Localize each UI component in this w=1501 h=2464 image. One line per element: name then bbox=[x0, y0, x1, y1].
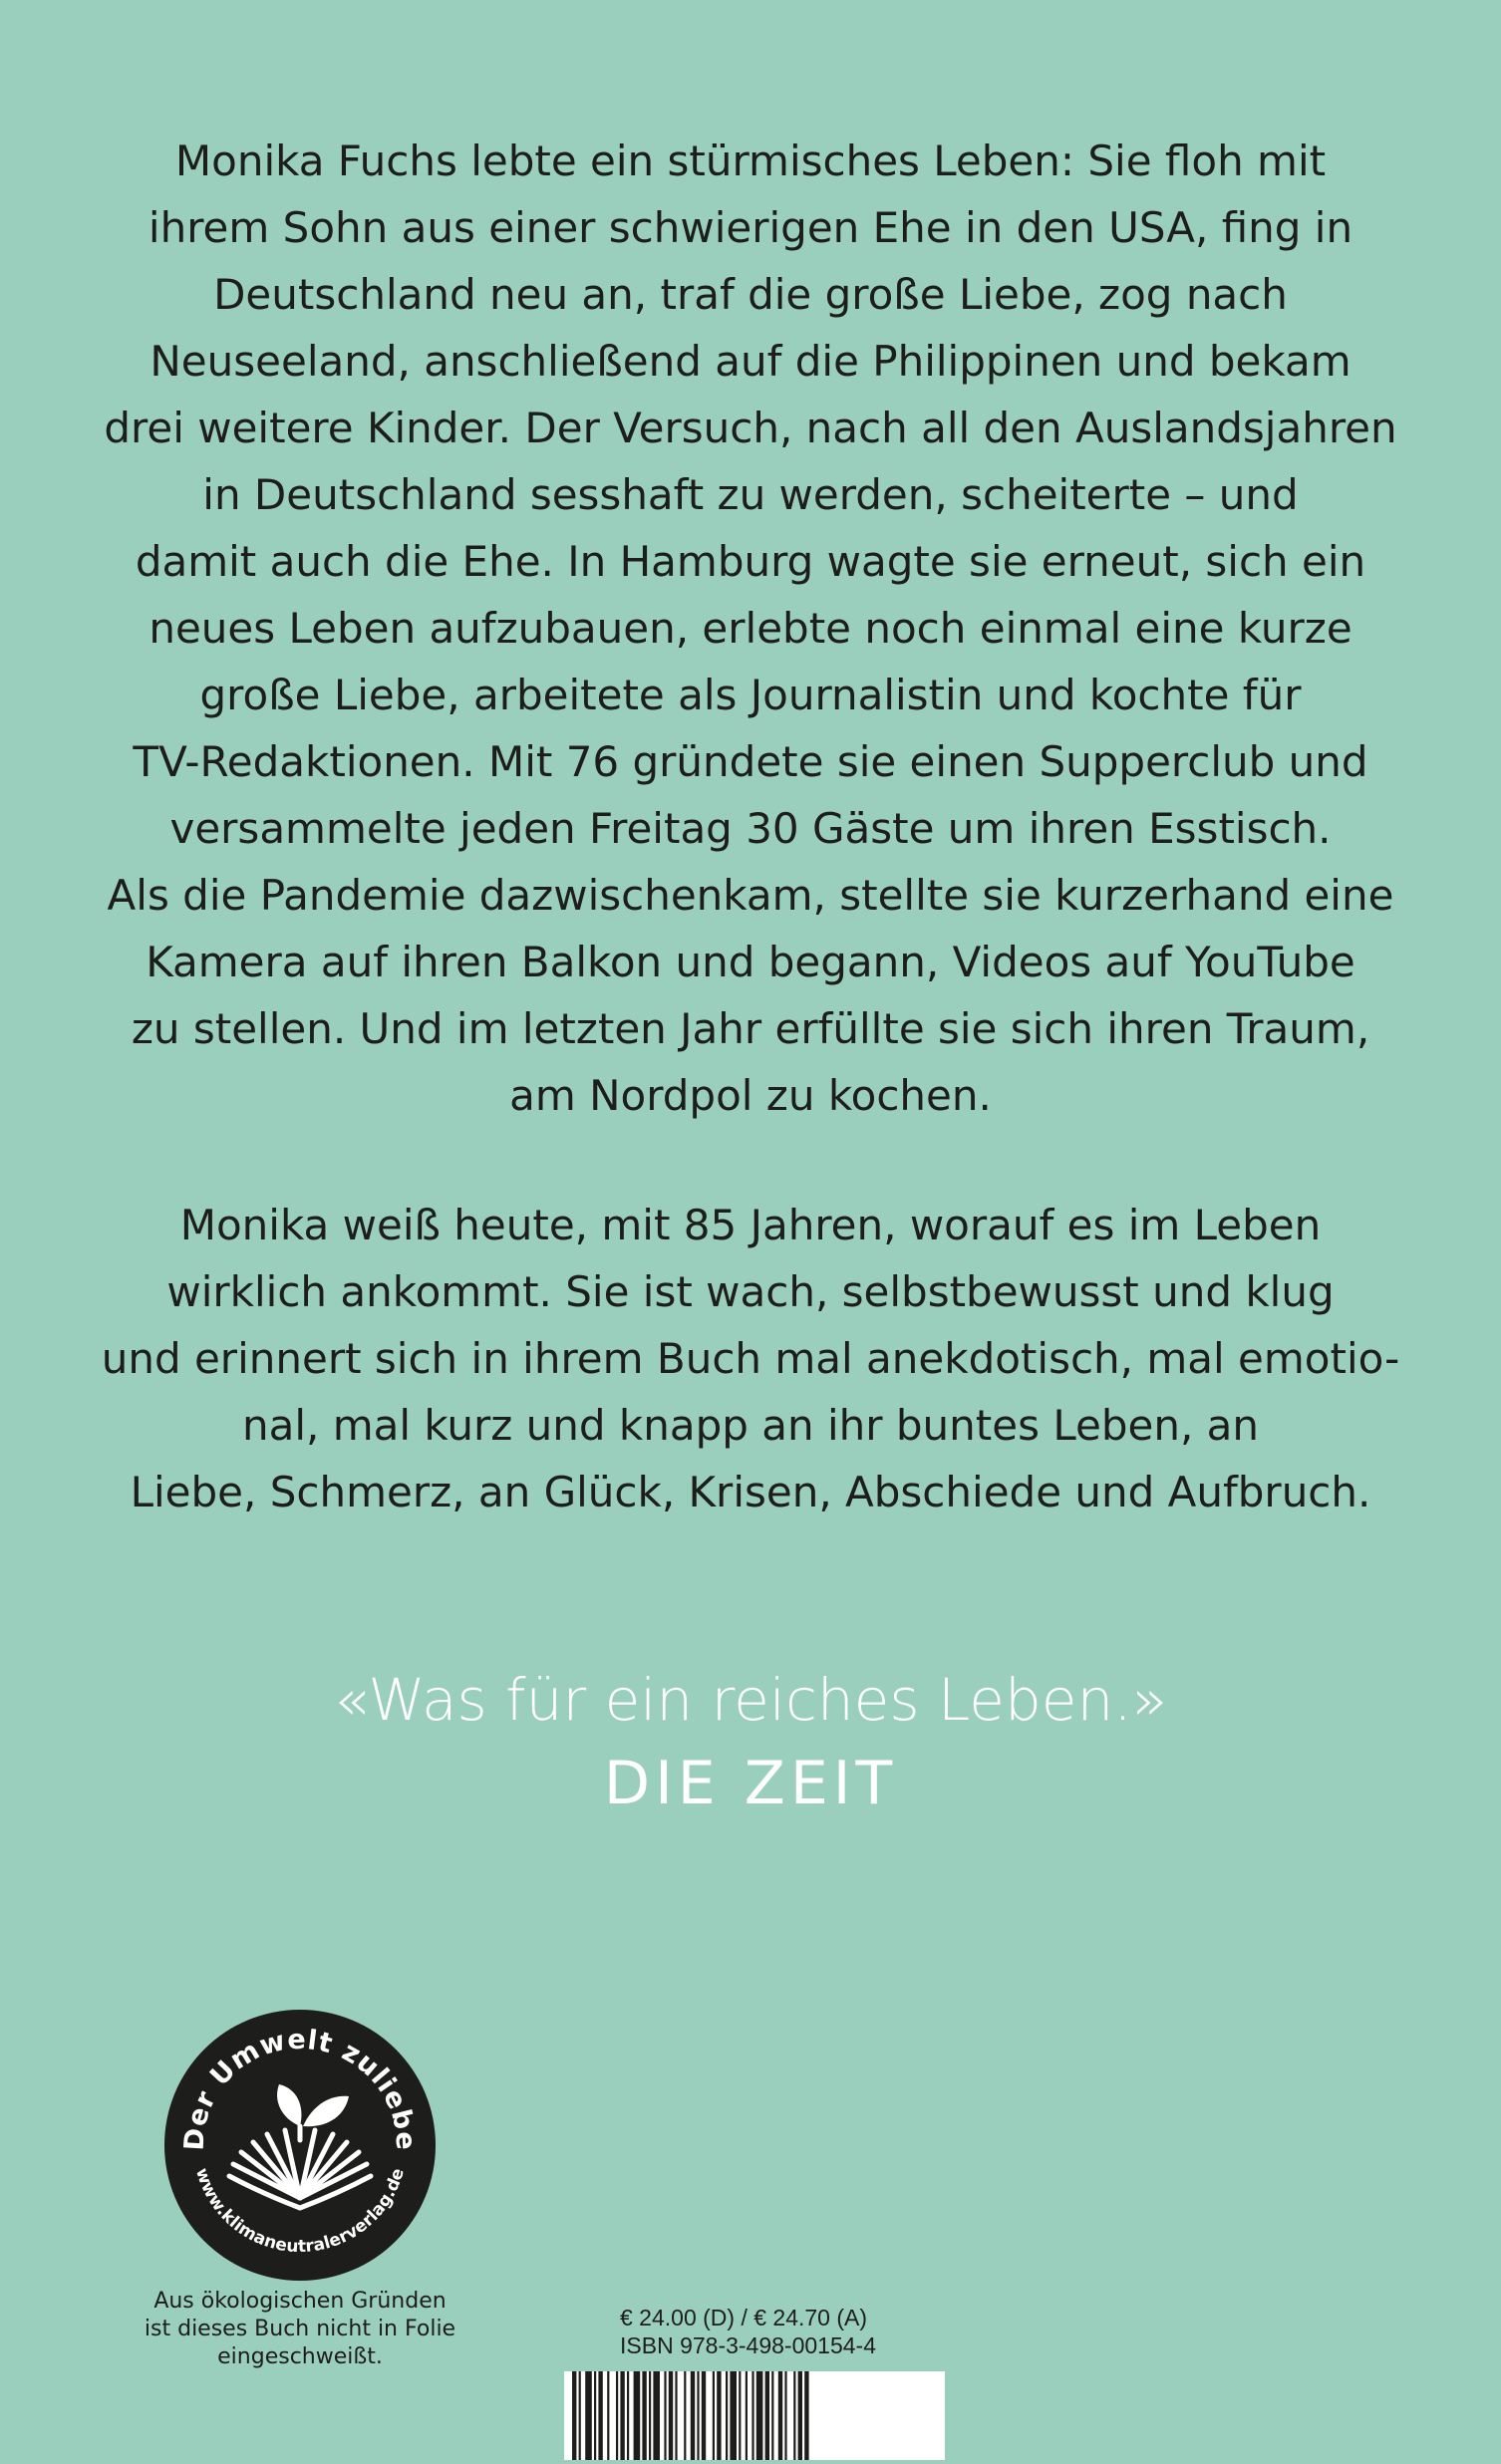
barcode-bar bbox=[739, 2371, 741, 2460]
blurb-line: wirklich ankommt. Sie ist wach, selbstbewusst und klug bbox=[166, 1267, 1335, 1316]
barcode-bar bbox=[778, 2371, 782, 2460]
barcode-bar bbox=[697, 2371, 699, 2460]
isbn: ISBN 978-3-498-00154-4 bbox=[620, 2332, 876, 2358]
blurb-line: am Nordpol zu kochen. bbox=[509, 1071, 992, 1120]
barcode-bar bbox=[730, 2371, 737, 2460]
barcode-bar bbox=[572, 2371, 576, 2460]
barcode-bar bbox=[746, 2371, 748, 2460]
barcode-bar bbox=[713, 2371, 715, 2460]
blurb-line: und erinnert sich in ihrem Buch mal anekdotisch, mal emotio- bbox=[101, 1334, 1400, 1383]
barcode-bar bbox=[702, 2371, 706, 2460]
blurb-line: große Liebe, arbeitete als Journalistin und kochte für bbox=[199, 671, 1302, 719]
blurb-line: ihrem Sohn aus einer schwierigen Ehe in den USA, fing in bbox=[148, 203, 1353, 252]
blurb-line: Kamera auf ihren Balkon und begann, Videos auf YouTube bbox=[146, 938, 1355, 986]
blurb-line: drei weitere Kinder. Der Versuch, nach all den Auslandsjahren bbox=[104, 404, 1397, 452]
blurb-line: Als die Pandemie dazwischenkam, stellte sie kurzerhand eine bbox=[107, 871, 1394, 920]
blurb-line: TV-Redaktionen. Mit 76 gründete sie einen Supperclub und bbox=[133, 737, 1368, 786]
barcode-bar bbox=[684, 2371, 686, 2460]
barcode-bar bbox=[784, 2371, 786, 2460]
eco-note-line: Aus ökologischen Gründen bbox=[153, 2289, 447, 2314]
barcode-bar bbox=[804, 2371, 808, 2460]
barcode-bar bbox=[664, 2371, 666, 2460]
blurb-line: neues Leben aufzubauen, erlebte noch einmal eine kurze bbox=[149, 604, 1352, 653]
eco-seal-badge bbox=[163, 2009, 437, 2282]
barcode-bar bbox=[675, 2371, 677, 2460]
eco-note bbox=[100, 2288, 500, 2371]
blurb-line: nal, mal kurz und knapp an ihr buntes Leben, an bbox=[241, 1401, 1260, 1450]
blurb-paragraph-2 bbox=[100, 1192, 1401, 1525]
barcode-bar bbox=[756, 2371, 763, 2460]
blurb-line: Neuseeland, anschließend auf die Philippinen und bekam bbox=[150, 337, 1351, 386]
press-quote: «Was für ein reiches Leben.» bbox=[333, 1666, 1168, 1734]
barcode-bar bbox=[616, 2371, 618, 2460]
eco-note-line: eingeschweißt. bbox=[217, 2344, 383, 2369]
barcode-bar bbox=[627, 2371, 629, 2460]
barcode-bar bbox=[607, 2371, 609, 2460]
barcode-bar bbox=[691, 2371, 695, 2460]
eco-note-line: ist dieses Buch nicht in Folie bbox=[144, 2317, 456, 2341]
barcode-bar bbox=[598, 2371, 602, 2460]
barcode-bar bbox=[620, 2371, 624, 2460]
barcode-bar bbox=[751, 2371, 753, 2460]
barcode-bar bbox=[793, 2371, 795, 2460]
blurb-line: damit auch die Ehe. In Hamburg wagte sie erneut, sich ein bbox=[135, 537, 1366, 586]
barcode-bar bbox=[634, 2371, 641, 2460]
price: € 24.00 (D) / € 24.70 (A) bbox=[620, 2305, 868, 2330]
barcode-bars bbox=[564, 2371, 945, 2460]
blurb-line: Deutschland neu an, traf die große Liebe, zog nach bbox=[213, 270, 1288, 319]
barcode-bar bbox=[585, 2371, 592, 2460]
barcode-bar bbox=[642, 2371, 646, 2460]
barcode-bar bbox=[594, 2371, 596, 2460]
barcode-bar bbox=[726, 2371, 728, 2460]
blurb-line: in Deutschland sesshaft zu werden, scheiterte – und bbox=[202, 470, 1299, 519]
barcode-bar bbox=[649, 2371, 651, 2460]
barcode-bar bbox=[771, 2371, 773, 2460]
blurb-line: Monika weiß heute, mit 85 Jahren, worauf es im Leben bbox=[179, 1201, 1322, 1249]
barcode-bar bbox=[765, 2371, 769, 2460]
seal-bottom-text: www.klimaneutralerverlag.de bbox=[190, 2165, 409, 2258]
blurb-line: Liebe, Schmerz, an Glück, Krisen, Abschiede und Aufbruch. bbox=[130, 1468, 1371, 1516]
barcode-bar bbox=[579, 2371, 581, 2460]
eco-seal bbox=[163, 2009, 437, 2282]
barcode-bar bbox=[798, 2371, 802, 2460]
blurb-paragraph-1 bbox=[100, 128, 1401, 1129]
seal-top-text: Der Umwelt zuliebe bbox=[178, 2024, 422, 2152]
blurb-line: Monika Fuchs lebte ein stürmisches Leben: Sie floh mit bbox=[174, 137, 1327, 185]
quote-source: DIE ZEIT bbox=[603, 1749, 898, 1818]
barcode bbox=[564, 2371, 945, 2460]
blurb-line: versammelte jeden Freitag 30 Gäste um ihren Esstisch. bbox=[169, 804, 1332, 853]
blurb-line: zu stellen. Und im letzten Jahr erfüllte sie sich ihren Traum, bbox=[131, 1004, 1370, 1053]
barcode-bar bbox=[669, 2371, 673, 2460]
barcode-bar bbox=[653, 2371, 660, 2460]
barcode-bar bbox=[717, 2371, 721, 2460]
